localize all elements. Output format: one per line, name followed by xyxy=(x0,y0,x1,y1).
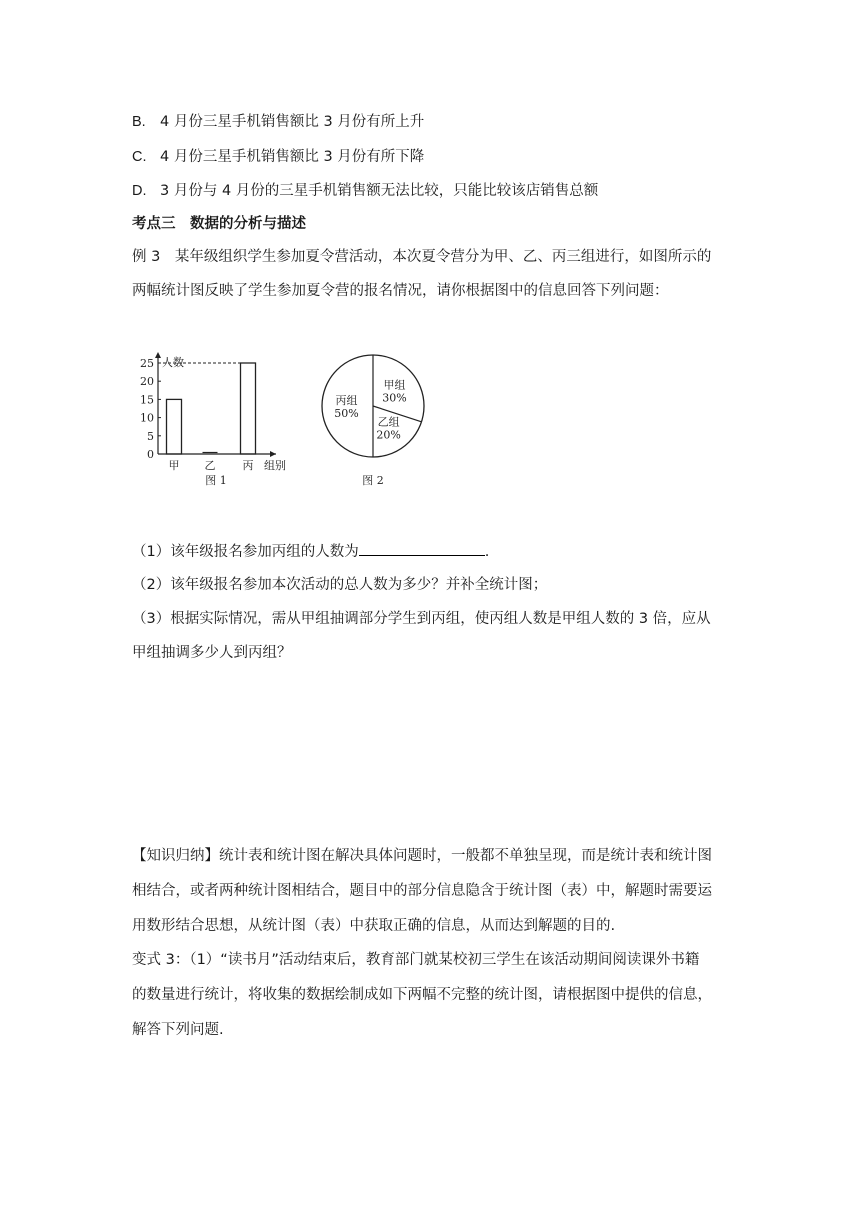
slice-name: 甲组 xyxy=(383,378,406,392)
option-b xyxy=(132,112,424,132)
slice-label: 20% xyxy=(376,428,401,442)
chart-caption: 图 2 xyxy=(362,474,384,487)
question-3-line-1: （3）根据实际情况，需从甲组抽调部分学生到丙组，使丙组人数是甲组人数的 3 倍，应从 xyxy=(132,611,711,627)
slice-name: 乙组 xyxy=(377,415,400,429)
knowledge-line-3: 用数形结合思想，从统计图（表）中获取正确的信息，从而达到解题的目的. xyxy=(132,918,616,934)
option-text: 3 月份与 4 月份的三星手机销售额无法比较，只能比较该店销售总额 xyxy=(160,183,599,199)
x-axis-label: 组别 xyxy=(264,459,286,472)
example-line-1: 例 3 某年级组织学生参加夏令营活动，本次夏令营分为甲、乙、丙三组进行，如图所示的 xyxy=(132,249,712,265)
question-1 xyxy=(132,541,489,562)
knowledge-line-2: 相结合，或者两种统计图相结合，题目中的部分信息隐含于统计图（表）中，解题时需要运 xyxy=(132,883,712,899)
y-tick-label: 0 xyxy=(147,448,154,461)
slice-label: 30% xyxy=(382,391,407,405)
knowledge-line-1: 【知识归纳】统计表和统计图在解决具体问题时，一般都不单独呈现，而是统计表和统计图 xyxy=(132,848,712,864)
pie-chart xyxy=(322,355,424,487)
variant-line-2: 的数量进行统计，将收集的数据绘制成如下两幅不完整的统计图，请根据图中提供的信息， xyxy=(132,987,712,1003)
bar xyxy=(167,399,182,454)
y-tick-label: 5 xyxy=(147,429,154,443)
question-1-text: （1）该年级报名参加丙组的人数为 xyxy=(132,544,359,560)
example-line-2: 两幅统计图反映了学生参加夏令营的报名情况，请你根据图中的信息回答下列问题： xyxy=(132,283,669,299)
option-c xyxy=(132,147,424,167)
option-text: 4 月份三星手机销售额比 3 月份有所上升 xyxy=(160,114,425,130)
variant-line-1: 变式 3：（1）“读书月”活动结束后，教育部门就某校初三学生在该活动期间阅读课外书籍 xyxy=(132,952,700,968)
option-letter: C. xyxy=(132,149,147,165)
figures xyxy=(130,348,450,498)
y-axis-label: 人数 xyxy=(162,356,184,369)
question-2: （2）该年级报名参加本次活动的总人数为多少？并补全统计图； xyxy=(132,577,548,593)
y-tick-label: 25 xyxy=(140,357,154,370)
slice-label: 50% xyxy=(334,407,359,420)
y-tick-label: 20 xyxy=(140,375,154,389)
y-axis-arrow xyxy=(155,352,161,358)
option-letter: D. xyxy=(132,183,147,199)
option-letter: B. xyxy=(132,114,146,130)
x-tick-label: 丙 xyxy=(242,459,254,472)
y-tick-label: 10 xyxy=(140,411,154,425)
section-heading: 考点三 数据的分析与描述 xyxy=(132,216,306,232)
option-d xyxy=(132,181,598,201)
question-1-end: . xyxy=(484,544,490,560)
x-tick-label: 乙 xyxy=(204,459,216,472)
x-tick-label: 甲 xyxy=(168,459,180,472)
question-3-line-2: 甲组抽调多少人到丙组？ xyxy=(132,645,292,661)
variant-line-3: 解答下列问题. xyxy=(132,1022,224,1038)
bar-chart xyxy=(140,352,286,487)
chart-caption: 图 1 xyxy=(205,474,227,487)
y-tick-label: 15 xyxy=(140,393,154,407)
bar xyxy=(241,363,256,454)
x-axis-arrow xyxy=(270,451,276,457)
slice-name: 丙组 xyxy=(335,394,358,407)
option-text: 4 月份三星手机销售额比 3 月份有所下降 xyxy=(160,149,425,165)
answer-blank xyxy=(359,541,485,556)
